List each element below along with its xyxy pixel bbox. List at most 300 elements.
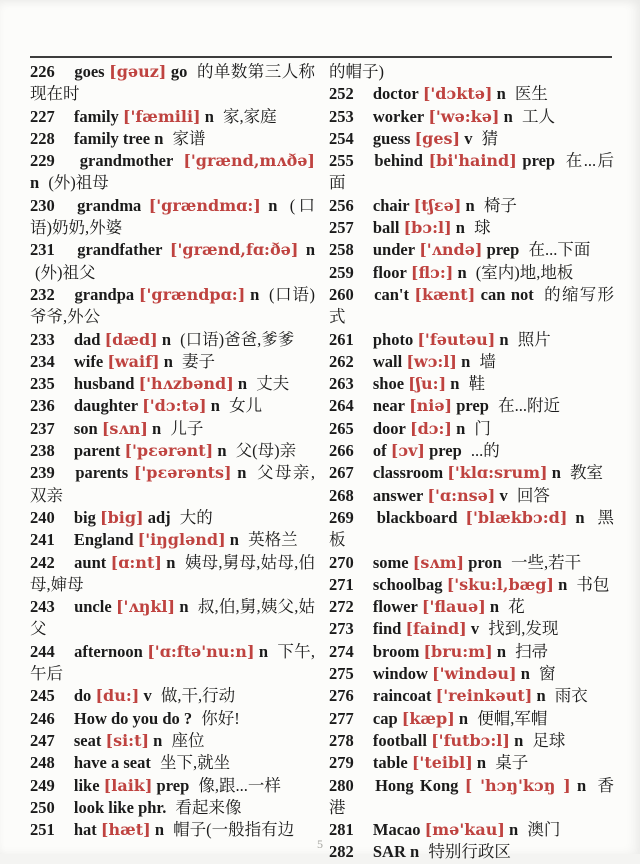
- entry-phonetic: [hæt]: [100, 820, 151, 840]
- vocab-entry: [30, 61, 315, 106]
- entry-number: 234: [30, 351, 55, 371]
- entry-word: blackboard: [376, 507, 458, 527]
- vocab-entry: [329, 395, 614, 417]
- entry-number: 276: [329, 686, 354, 706]
- vocab-entry: [329, 150, 614, 195]
- vocab-entry: [329, 351, 614, 373]
- vocab-entry: [30, 351, 315, 373]
- entry-number: 267: [329, 463, 354, 483]
- entry-pos: n: [575, 507, 585, 527]
- entry-pos: prep: [486, 240, 520, 260]
- entry-word: find: [372, 619, 402, 639]
- entry-phonetic: [kænt]: [414, 284, 476, 304]
- entry-pos: n: [465, 195, 475, 215]
- entry-meaning: 教室: [570, 463, 604, 483]
- entry-word: raincoat: [372, 686, 432, 706]
- entry-pos: n: [179, 597, 189, 617]
- entry-number: 250: [30, 797, 55, 817]
- entry-word: son: [73, 418, 98, 438]
- page-number: 5: [317, 837, 323, 851]
- entry-number: 230: [30, 195, 55, 215]
- entry-number: 270: [329, 552, 354, 572]
- entry-pos: n: [536, 686, 546, 706]
- entry-number: 262: [329, 351, 354, 371]
- entry-number: 235: [30, 374, 55, 394]
- entry-phonetic: ['pɛərənt]: [124, 441, 214, 461]
- entry-number: 255: [329, 151, 354, 171]
- entry-meaning: 在...后面: [329, 151, 615, 193]
- entry-pos: n: [509, 820, 519, 840]
- entry-meaning: 座位: [171, 730, 205, 750]
- vocab-entry: [329, 284, 614, 329]
- entry-meaning: 医生: [514, 84, 548, 104]
- entry-phonetic: [faind]: [405, 619, 467, 639]
- vocab-entry: [329, 329, 614, 351]
- entry-phonetic: [du:]: [95, 686, 140, 706]
- entry-phonetic: [wɔ:l]: [406, 351, 457, 371]
- entry-pos: n: [237, 374, 248, 394]
- vocab-entry: [329, 618, 614, 640]
- entry-phonetic: [sʌn]: [101, 418, 148, 438]
- vocab-entry: [30, 641, 315, 686]
- entry-number: 252: [329, 84, 354, 104]
- entry-pos: n: [456, 418, 466, 438]
- entry-word: parents: [75, 463, 129, 483]
- entry-meaning: 帽子(一般指有边: [173, 820, 295, 840]
- entry-meaning: (口语)爸爸,爹爹: [180, 329, 295, 349]
- entry-pos: v: [499, 485, 508, 505]
- entry-word: dad: [73, 329, 101, 349]
- entry-phonetic: ['dɔktə]: [422, 84, 493, 104]
- vocab-entry: [329, 262, 614, 284]
- entry-phonetic: ['grænd,mʌðə]: [183, 151, 315, 171]
- entry-meaning: 下午,午后: [30, 641, 316, 684]
- entry-phonetic: ['dɔ:tə]: [142, 396, 207, 416]
- entry-number: 258: [329, 240, 354, 260]
- vocab-entry: [329, 730, 614, 752]
- entry-number: 247: [30, 730, 55, 750]
- entry-phonetic: [ɑ:nt]: [110, 552, 162, 572]
- vocab-entry: [30, 507, 315, 529]
- entry-phonetic: ['ʌŋkl]: [115, 597, 176, 617]
- entry-number: 269: [329, 507, 354, 527]
- entry-meaning: 猜: [481, 128, 499, 148]
- entry-word: answer: [372, 485, 424, 505]
- entry-meaning: 在...下面: [528, 240, 591, 260]
- entry-word: can't: [374, 284, 409, 304]
- entry-pos: n: [558, 574, 568, 594]
- vocab-entry: [329, 462, 614, 484]
- entry-meaning: 回答: [516, 485, 550, 505]
- entry-word: broom: [372, 641, 420, 661]
- entry-number: 240: [30, 507, 55, 527]
- entry-pos: n: [496, 641, 506, 661]
- vocab-entry: [30, 106, 315, 128]
- entry-pos: n: [551, 463, 561, 483]
- entry-word: some: [372, 552, 409, 572]
- two-column-layout: [30, 61, 614, 864]
- entry-meaning: (口语)奶奶,外婆: [30, 195, 316, 238]
- entry-phonetic: [dæd]: [104, 329, 158, 349]
- entry-word: big: [73, 507, 96, 527]
- entry-number: 265: [329, 418, 354, 438]
- entry-number: 278: [329, 730, 354, 750]
- entry-number: 245: [30, 686, 55, 706]
- entry-number: 237: [30, 418, 55, 438]
- entry-number: 268: [329, 485, 354, 505]
- entry-phonetic: [big]: [100, 507, 144, 527]
- entry-number: 244: [30, 641, 55, 661]
- entry-pos: adj: [147, 507, 171, 527]
- entry-word: husband: [73, 374, 135, 394]
- entry-number: 277: [329, 708, 354, 728]
- vocab-entry: [30, 596, 315, 641]
- vocab-entry: [329, 485, 614, 507]
- left-column: [30, 61, 315, 841]
- entry-number: 273: [329, 619, 354, 639]
- entry-pos: n: [305, 240, 316, 260]
- vocab-entry: [329, 195, 614, 217]
- entry-meaning: 澳门: [527, 820, 561, 840]
- entry-phonetic: [ges]: [414, 128, 461, 148]
- entry-pos: n: [166, 552, 176, 572]
- entry-pos: n: [496, 84, 506, 104]
- entry-number: 242: [30, 552, 55, 572]
- entry-meaning: 叔,伯,舅,姨父,姑父: [30, 597, 316, 639]
- entry-number: 239: [30, 463, 55, 483]
- entry-pos: n: [455, 218, 465, 238]
- entry-phonetic: ['ʌndə]: [419, 240, 483, 260]
- entry-meaning: 扫帚: [515, 641, 549, 661]
- entry-word: near: [372, 396, 405, 416]
- entry-phonetic: [kæp]: [401, 708, 455, 728]
- entry-meaning: 球: [474, 218, 491, 238]
- entry-number: 228: [30, 128, 55, 148]
- entry-number: 281: [329, 820, 354, 840]
- entry-meaning: 黑板: [329, 507, 615, 550]
- entry-pos: prep: [522, 151, 556, 171]
- entry-meaning: 家,家庭: [223, 106, 277, 126]
- vocab-entry: [30, 373, 315, 395]
- entry-phonetic: [bru:m]: [423, 641, 493, 661]
- vocab-entry: [30, 239, 315, 284]
- entry-number: 259: [329, 262, 354, 282]
- vocab-entry: [30, 730, 315, 752]
- entry-word: Hong Kong: [375, 775, 459, 795]
- entry-phonetic: [si:t]: [105, 730, 150, 750]
- vocab-entry: [30, 195, 315, 240]
- vocab-entry: [329, 641, 614, 663]
- entry-number: 264: [329, 396, 354, 416]
- entry-pos: pron: [468, 552, 502, 572]
- vocab-entry: [30, 529, 315, 551]
- entry-word: grandmother: [79, 151, 174, 171]
- entry-word: afternoon: [74, 641, 143, 661]
- entry-meaning: 大的: [179, 507, 213, 527]
- right-column: [329, 61, 614, 864]
- entry-meaning: 坐下,就坐: [160, 753, 231, 773]
- entry-number: 233: [30, 329, 55, 349]
- vocab-entry: [30, 685, 315, 707]
- vocab-entry: [329, 663, 614, 685]
- entry-phonetic: ['fæmili]: [122, 106, 201, 126]
- entry-meaning: 做,干,行动: [160, 686, 236, 706]
- entry-pos: n: [152, 418, 162, 438]
- entry-pos: n: [489, 597, 500, 617]
- vocab-entry: [329, 373, 614, 395]
- entry-number: 249: [30, 775, 55, 795]
- vocab-entry: [30, 797, 315, 819]
- entry-number: 272: [329, 597, 354, 617]
- entry-meaning: 足球: [532, 730, 566, 750]
- vocab-entry: [329, 552, 614, 574]
- vocab-entry: [329, 83, 614, 105]
- entry-phonetic: [waif]: [107, 351, 160, 371]
- entry-word: How do you do ?: [73, 708, 193, 728]
- vocab-entry: [30, 440, 315, 462]
- vocab-entry: [30, 284, 315, 329]
- entry-meaning: 找到,发现: [488, 619, 559, 639]
- entry-meaning: 窗: [539, 664, 556, 684]
- entry-number: 232: [30, 284, 55, 304]
- entry-number: 256: [329, 195, 354, 215]
- entry-phonetic: [ 'hɔŋ'kɔŋ ]: [464, 775, 571, 795]
- entry-number: 246: [30, 708, 55, 728]
- vocab-entry: [30, 752, 315, 774]
- entry-meaning: 父(母)亲: [235, 441, 297, 461]
- entry-pos: n: [229, 530, 239, 550]
- entry-phonetic: [ɔv]: [390, 441, 425, 461]
- entry-meaning: 桌子: [495, 753, 529, 773]
- entry-pos: n: [476, 753, 487, 773]
- entry-meaning: 在...附近: [498, 396, 560, 416]
- entry-pos: n: [268, 195, 278, 215]
- entry-pos: n: [499, 329, 509, 349]
- entry-pos: n: [461, 351, 471, 371]
- entry-phonetic: [mə'kau]: [424, 820, 505, 840]
- entry-pos: n: [450, 374, 460, 394]
- entry-pos: n: [520, 664, 530, 684]
- entry-number: 248: [30, 753, 55, 773]
- entry-number: 266: [329, 441, 354, 461]
- entry-word: aunt: [74, 552, 107, 572]
- entry-word: look like: [73, 797, 134, 817]
- vocab-entry: [30, 329, 315, 351]
- entry-word: SAR: [372, 842, 406, 862]
- entry-number: 271: [329, 574, 354, 594]
- entry-word: family tree: [73, 128, 151, 148]
- vocab-entry: [30, 128, 315, 150]
- entry-meaning: 丈夫: [256, 374, 290, 394]
- entry-phonetic: ['reinkəut]: [435, 686, 533, 706]
- entry-pos: n: [250, 284, 260, 304]
- entry-note: can not: [480, 284, 534, 304]
- entry-phonetic: ['grændmɑ:]: [148, 195, 261, 215]
- entry-phonetic: ['grændpɑ:]: [138, 284, 246, 304]
- entry-word: daughter: [73, 396, 139, 416]
- entry-meaning: 的单数第三人称现在时: [30, 62, 316, 104]
- entry-word: ball: [372, 218, 400, 238]
- entry-word: flower: [372, 597, 418, 617]
- entry-pos: n: [153, 730, 163, 750]
- entry-word: chair: [372, 195, 410, 215]
- vocab-entry: [30, 552, 315, 597]
- entry-number: 226: [30, 62, 55, 81]
- entry-pos: n: [458, 708, 469, 728]
- entry-word: family: [73, 106, 119, 126]
- entry-phonetic: ['iŋglənd]: [137, 530, 226, 550]
- entry-meaning: (室内)地,地板: [475, 262, 574, 282]
- vocab-entry: [329, 128, 614, 150]
- vocab-entry: [329, 418, 614, 440]
- entry-phonetic: [ʃu:]: [408, 374, 447, 394]
- entry-word: wall: [372, 351, 403, 371]
- entry-number: 238: [30, 441, 55, 461]
- entry-number: 254: [329, 128, 354, 148]
- entry-meaning: 雨衣: [554, 686, 588, 706]
- entry-phonetic: [gəuz]: [109, 62, 167, 81]
- entry-word: England: [73, 530, 134, 550]
- entry-phonetic: ['windəu]: [432, 664, 517, 684]
- vocab-entry: [329, 239, 614, 261]
- entry-meaning: 英格兰: [248, 530, 298, 550]
- entry-phonetic: [flɔ:]: [410, 262, 454, 282]
- entry-phonetic: [dɔ:]: [410, 418, 452, 438]
- entry-phonetic: ['futbɔ:l]: [431, 730, 510, 750]
- entry-pos: n: [163, 351, 173, 371]
- entry-number: 282: [329, 842, 354, 862]
- entry-word: have a seat: [73, 753, 151, 773]
- vocab-entry: [329, 596, 614, 618]
- entry-phonetic: [bi'haind]: [428, 151, 517, 171]
- entry-word: worker: [372, 106, 425, 126]
- entry-phonetic: [laik]: [103, 775, 153, 795]
- entry-phonetic: ['ɑ:nsə]: [427, 485, 496, 505]
- entry-pos: n: [161, 329, 172, 349]
- entry-meaning: 花: [508, 597, 525, 617]
- entry-pos: n: [514, 730, 524, 750]
- entry-pos: phr.: [138, 797, 167, 817]
- entry-word: football: [372, 730, 427, 750]
- entry-pos: n: [154, 820, 164, 840]
- entry-word: guess: [372, 128, 411, 148]
- entry-word: shoe: [372, 374, 405, 394]
- entry-pos: n: [410, 842, 420, 862]
- entry-phonetic: ['flauə]: [421, 597, 486, 617]
- entry-word: hat: [73, 820, 97, 840]
- entry-word: schoolbag: [372, 574, 443, 594]
- entry-meaning: (外)祖父: [35, 262, 96, 282]
- vocab-entry: [30, 418, 315, 440]
- entry-meaning: 的缩写形式: [329, 284, 614, 327]
- entry-phonetic: [niə]: [409, 396, 453, 416]
- entry-word: do: [73, 686, 92, 706]
- vocab-entry: [329, 752, 614, 774]
- entry-phonetic: ['klɑ:srum]: [447, 463, 548, 483]
- entry-word: under: [372, 240, 416, 260]
- entry-meaning: 看起来像: [175, 797, 242, 817]
- entry-note: go: [170, 62, 188, 81]
- entry-number: 263: [329, 374, 354, 394]
- entry-pos: prep: [156, 775, 190, 795]
- entry-word: floor: [372, 262, 407, 282]
- entry-meaning: 一些,若干: [510, 552, 582, 572]
- entry-word: grandfather: [77, 240, 163, 260]
- entry-pos: v: [470, 619, 480, 639]
- entry-pos: prep: [456, 396, 489, 416]
- vocab-entry: [329, 217, 614, 239]
- entry-meaning: 父母亲,双亲: [30, 463, 315, 505]
- entry-word: of: [372, 441, 387, 461]
- entry-number: 243: [30, 597, 55, 617]
- vocab-entry: [329, 106, 614, 128]
- entry-phonetic: [bɔ:l]: [403, 218, 452, 238]
- entry-meaning: 家谱: [172, 128, 206, 148]
- entry-meaning: 女儿: [229, 396, 263, 416]
- entry-word: grandma: [77, 195, 142, 215]
- entry-meaning: 你好!: [201, 708, 240, 728]
- top-rule: [30, 56, 612, 58]
- entry-phonetic: [tʃɛə]: [413, 195, 462, 215]
- entry-meaning: (外)祖母: [48, 173, 109, 193]
- entry-phonetic: [sʌm]: [412, 552, 465, 572]
- entry-pos: v: [143, 686, 152, 706]
- entry-number: 257: [329, 218, 354, 238]
- entry-meaning: 儿子: [170, 418, 204, 438]
- entry-word: doctor: [372, 84, 419, 104]
- entry-word: behind: [374, 151, 423, 171]
- entry-number: 253: [329, 106, 354, 126]
- vocab-entry: [30, 775, 315, 797]
- entry-meaning: 特别行政区: [428, 842, 511, 862]
- entry-phonetic: ['pɛərənts]: [133, 463, 232, 483]
- entry-phonetic: ['grænd,fɑ:ðə]: [169, 240, 299, 260]
- entry-meaning: ...的: [470, 441, 500, 461]
- entry-pos: n: [30, 173, 40, 193]
- entry-number: 227: [30, 106, 55, 126]
- entry-word: like: [73, 775, 100, 795]
- entry-pos: n: [154, 128, 164, 148]
- vocab-entry: [30, 462, 315, 507]
- vocab-entry: [30, 150, 315, 195]
- vocab-entry: [329, 507, 614, 552]
- entry-number: 280: [329, 775, 354, 795]
- vocab-entry: [329, 574, 614, 596]
- entry-word: wife: [73, 351, 104, 371]
- entry-meaning: 像,跟...一样: [198, 775, 281, 795]
- entry-meaning: 门: [474, 418, 491, 438]
- entry-pos: n: [204, 106, 214, 126]
- vocab-entry: [329, 708, 614, 730]
- entry-number: 261: [329, 329, 354, 349]
- entry-meaning: 工人: [521, 106, 555, 126]
- entry-phonetic: ['wə:kə]: [428, 106, 500, 126]
- vocab-entry: [30, 395, 315, 417]
- entry-number: 231: [30, 240, 55, 260]
- entry-pos: prep: [429, 441, 462, 461]
- entry-word: window: [372, 664, 428, 684]
- vocab-entry: [329, 775, 614, 820]
- entry-number: 236: [30, 396, 55, 416]
- entry-word: parent: [73, 441, 121, 461]
- entry-pos: n: [217, 441, 227, 461]
- entry-phonetic: ['fəutəu]: [417, 329, 496, 349]
- entry-number: 229: [30, 151, 55, 171]
- entry-meaning: 香港: [329, 775, 615, 817]
- vocab-entry: [329, 685, 614, 707]
- entry-meaning: 书包: [576, 574, 610, 594]
- entry-word: uncle: [74, 597, 112, 617]
